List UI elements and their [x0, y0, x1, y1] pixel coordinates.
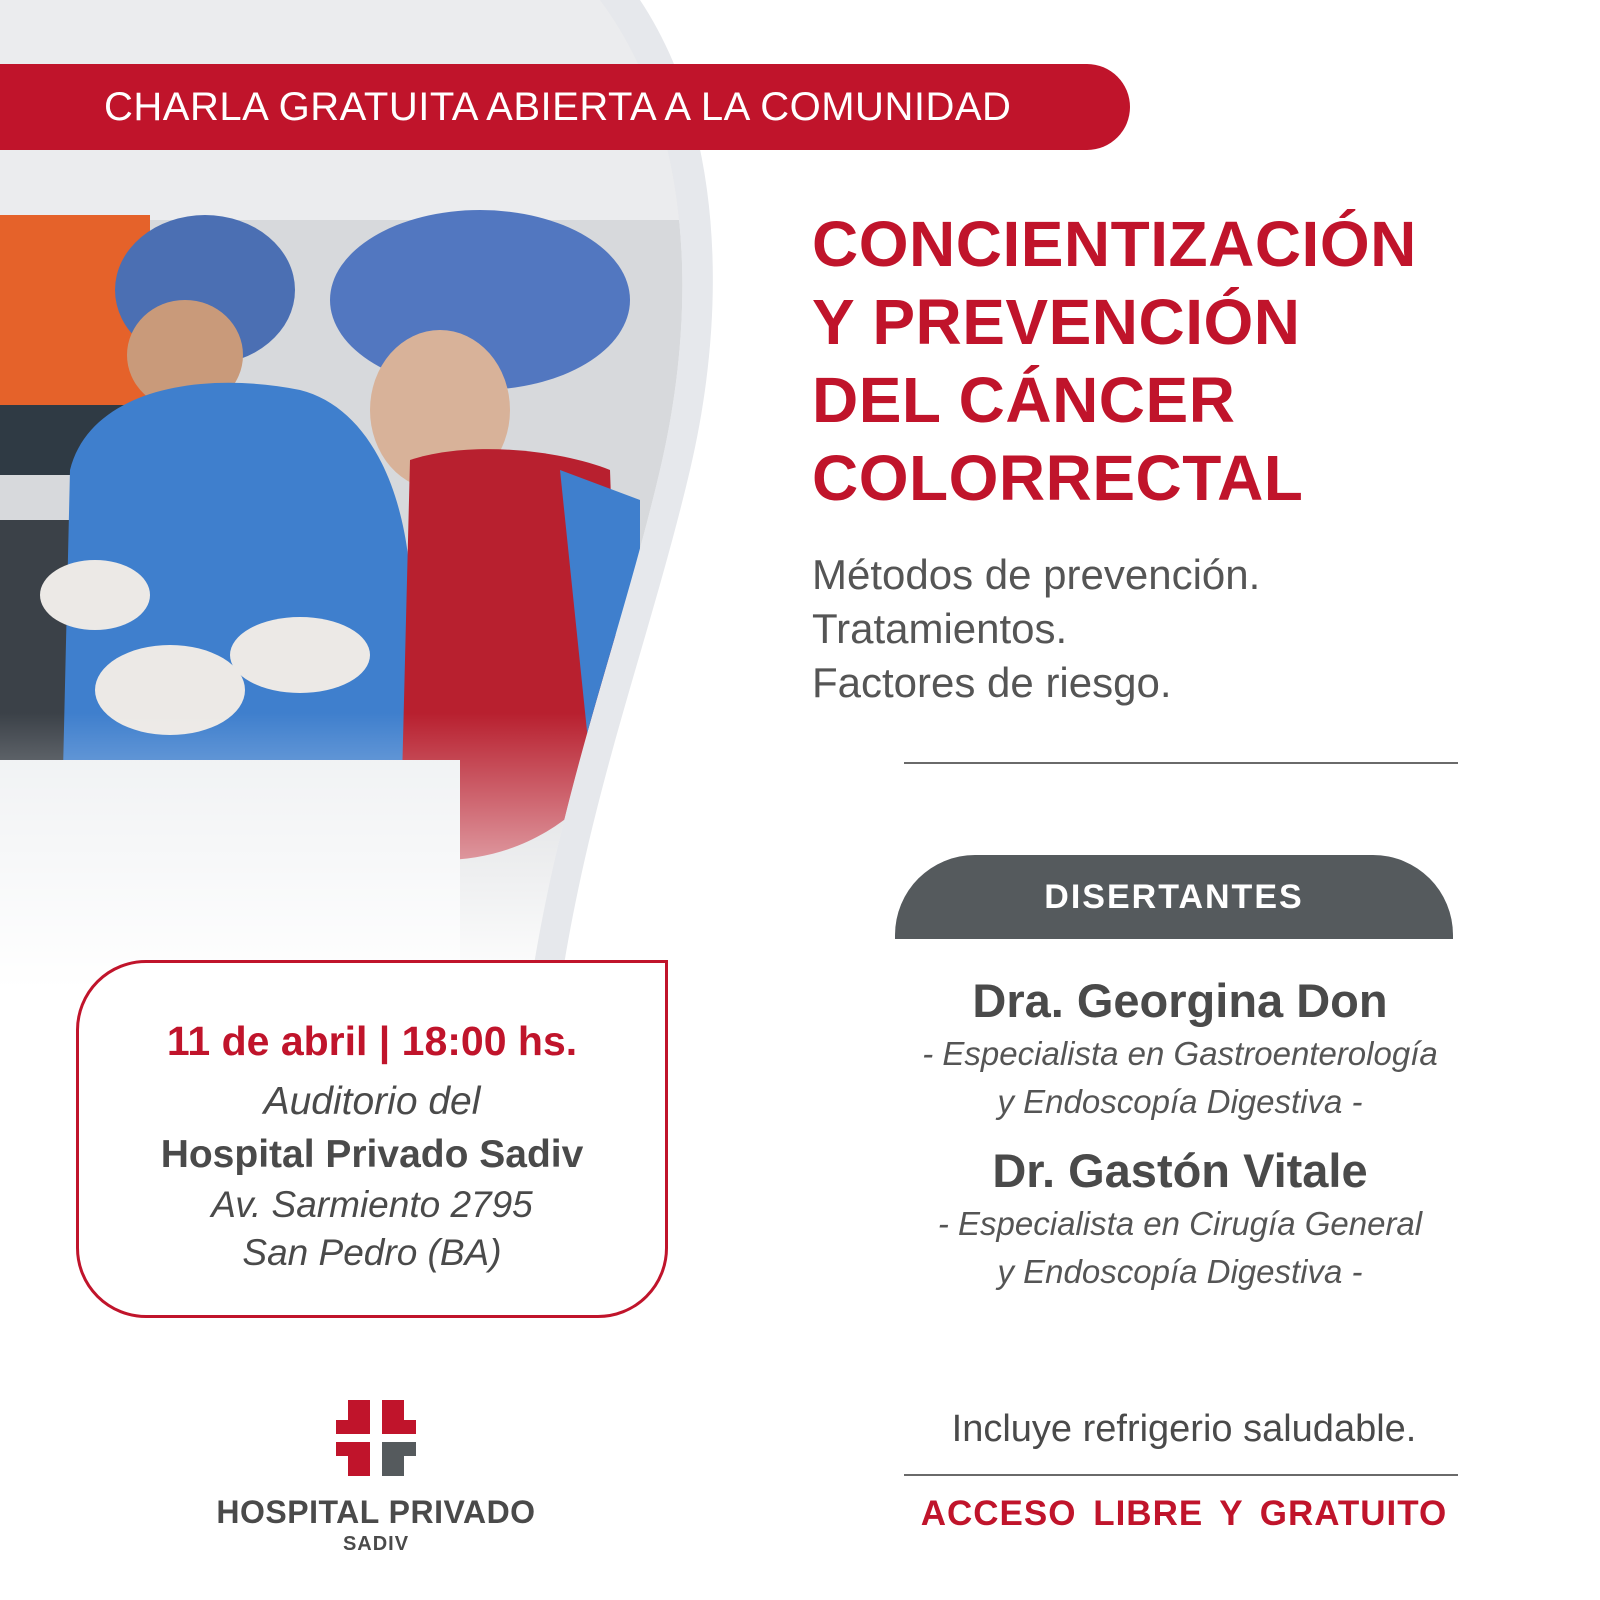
event-city: San Pedro (BA)	[242, 1232, 502, 1273]
title-line: COLORRECTAL	[812, 442, 1304, 514]
speaker-role: y Endoscopía Digestiva -	[997, 1253, 1363, 1290]
banner-text: CHARLA GRATUITA ABIERTA A LA COMUNIDAD	[104, 84, 1012, 129]
speaker-entry	[880, 972, 1480, 1126]
topic-item: Factores de riesgo.	[812, 659, 1172, 706]
hospital-logo	[196, 1400, 556, 1556]
title-line: DEL CÁNCER	[812, 364, 1236, 436]
hospital-name: HOSPITAL PRIVADO	[216, 1494, 536, 1530]
speaker-name: Dra. Georgina Don	[972, 974, 1388, 1027]
event-address: Av. Sarmiento 2795	[211, 1184, 533, 1225]
speaker-role: - Especialista en Gastroenterología	[922, 1035, 1438, 1072]
title-line: Y PREVENCIÓN	[812, 286, 1301, 358]
title-line: CONCIENTIZACIÓN	[812, 208, 1417, 280]
topic-item: Tratamientos.	[812, 605, 1068, 652]
access-note: ACCESO LIBRE Y GRATUITO	[920, 1494, 1448, 1533]
speaker-role: - Especialista en Cirugía General	[937, 1205, 1423, 1242]
speaker-entry	[880, 1142, 1480, 1296]
speakers-heading	[895, 855, 1453, 939]
event-venue-name: Hospital Privado Sadiv	[160, 1133, 584, 1176]
topics-list	[812, 548, 1532, 710]
topic-item: Métodos de prevención.	[812, 551, 1261, 598]
event-details-box	[76, 960, 668, 1318]
top-banner	[0, 64, 1130, 150]
divider	[904, 1474, 1458, 1476]
speaker-role: y Endoscopía Digestiva -	[997, 1083, 1363, 1120]
divider	[904, 762, 1458, 764]
hospital-subname: SADIV	[342, 1533, 410, 1555]
event-date-time: 11 de abril | 18:00 hs.	[166, 1018, 578, 1064]
event-venue: Auditorio del	[263, 1080, 481, 1123]
page-title	[812, 205, 1572, 517]
split-cross-icon	[336, 1400, 416, 1476]
refreshment-note: Incluye refrigerio saludable.	[951, 1408, 1417, 1450]
speaker-name: Dr. Gastón Vitale	[992, 1144, 1368, 1197]
speakers-heading-label: DISERTANTES	[1044, 877, 1304, 916]
